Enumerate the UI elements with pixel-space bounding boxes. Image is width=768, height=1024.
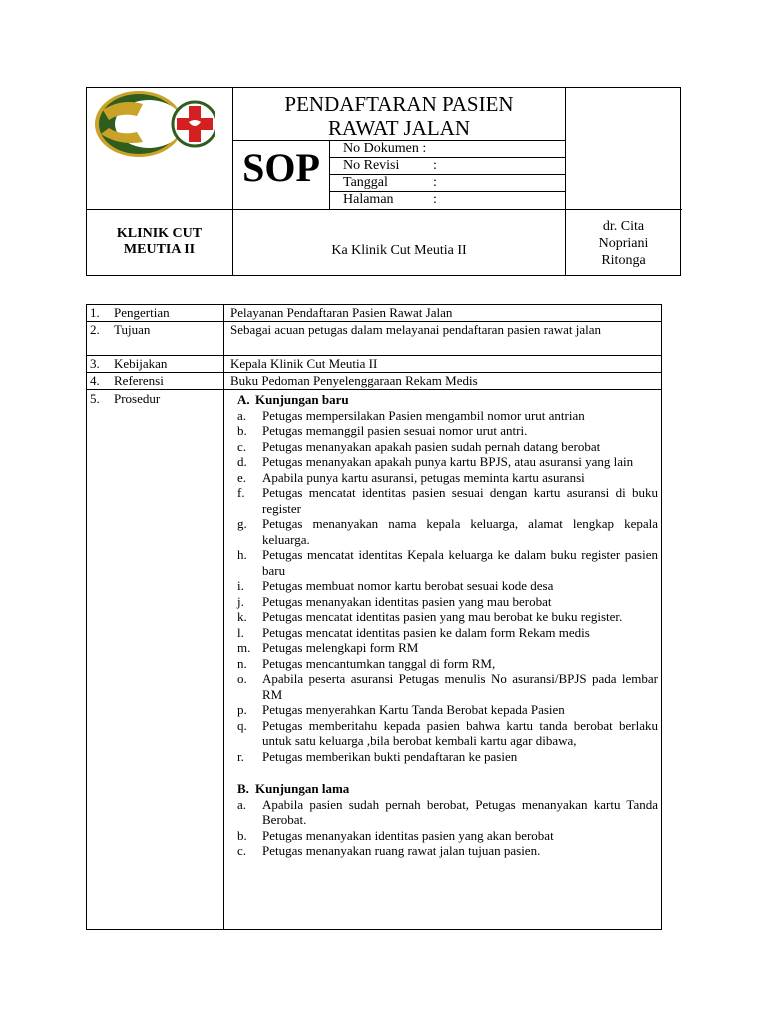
procedure-item-text: Petugas memanggil pasien sesuai nomor urut antri. [262, 423, 528, 438]
procedure-item [230, 609, 658, 625]
row-text-referensi: Buku Pedoman Penyelenggaraan Rekam Medis [230, 373, 478, 388]
procedure-item-text: Petugas mencatat identitas Kepala keluarga ke dalam buku register pasien baru [262, 547, 658, 578]
procedure-item [230, 485, 658, 516]
procedure-item-letter: q. [237, 717, 247, 733]
procedure-item-letter: b. [237, 827, 247, 843]
procedure-item-text: Petugas menanyakan identitas pasien yang mau berobat [262, 593, 552, 609]
procedure-item [230, 423, 658, 439]
row-label-referensi: 4. Referensi [90, 373, 164, 388]
sop-content-table [86, 304, 662, 930]
procedure-item-letter: i. [237, 578, 244, 593]
procedure-item-letter: n. [237, 655, 247, 671]
row-label-prosedur: 5. Prosedur [90, 391, 161, 406]
procedure-item-letter: f. [237, 485, 245, 500]
procedure-item [230, 749, 658, 765]
content-divider [87, 389, 661, 390]
procedure-item-letter: c. [237, 438, 247, 454]
procedure-item-text: Petugas melengkapi form RM [262, 640, 419, 655]
procedure-list [230, 392, 658, 859]
procedure-item [230, 702, 658, 718]
procedure-item-text: Petugas menanyakan identitas pasien yang akan berobat [262, 827, 554, 843]
clinic-name: KLINIK CUT MEUTIA II [116, 226, 203, 257]
procedure-item-letter: j. [237, 593, 244, 609]
procedure-item-letter: g. [237, 516, 247, 531]
procedure-item-text: Petugas menanyakan apakah pasien sudah pernah datang berobat [262, 438, 601, 454]
procedure-item-letter: p. [237, 702, 247, 717]
sop-title: PENDAFTARAN PASIEN RAWAT JALAN [284, 92, 514, 140]
row-text-pengertian: Pelayanan Pendaftaran Pasien Rawat Jalan [230, 305, 453, 320]
procedure-item [230, 408, 658, 424]
row-label-tujuan: 2. Tujuan [90, 322, 151, 337]
procedure-item [230, 578, 658, 594]
meta-no-revisi: No Revisi : [343, 158, 437, 173]
row-label-kebijakan: 3. Kebijakan [90, 356, 168, 371]
sop-label: SOP [242, 145, 320, 190]
procedure-item [230, 547, 658, 578]
clinic-logo-icon [91, 88, 215, 166]
procedure-item-text: Petugas menanyakan apakah punya kartu BPJS, atau asuransi yang lain [262, 454, 634, 469]
procedure-item-text: Petugas mencantumkan tanggal di form RM, [262, 655, 496, 671]
procedure-item [230, 797, 658, 828]
section-title-kunjungan-lama: B. Kunjungan lama [237, 781, 350, 796]
procedure-item-text: Petugas mempersilakan Pasien mengambil nomor urut antrian [262, 407, 585, 423]
sop-header-table [86, 87, 681, 276]
procedure-item-letter: r. [237, 748, 244, 764]
procedure-item-letter: a. [237, 796, 247, 812]
procedure-item-text: Apabila punya kartu asuransi, petugas meminta kartu asuransi [262, 469, 585, 485]
row-text-tujuan: Sebagai acuan petugas dalam melayanai pendaftaran pasien rawat jalan [230, 322, 602, 337]
procedure-item-text: Petugas mencatat identitas pasien sesuai dengan kartu asuransi di buku register [262, 485, 658, 516]
meta-halaman: Halaman : [343, 192, 437, 207]
procedure-item-text: Petugas menanyakan nama kepala keluarga, alamat lengkap kepala keluarga. [262, 516, 658, 547]
procedure-item [230, 454, 658, 470]
head-of-clinic-label: Ka Klinik Cut Meutia II [331, 243, 467, 258]
procedure-item-text: Apabila pasien sudah pernah berobat, Petugas menanyakan kartu Tanda Berobat. [262, 796, 658, 827]
procedure-item [230, 470, 658, 486]
procedure-item [230, 718, 658, 749]
procedure-item [230, 640, 658, 656]
procedure-item-letter: d. [237, 454, 247, 469]
procedure-item [230, 625, 658, 641]
procedure-item-text: Petugas menanyakan ruang rawat jalan tujuan pasien. [262, 843, 541, 858]
doctor-name: dr. Cita Nopriani Ritonga [598, 219, 649, 268]
content-divider [223, 305, 224, 929]
procedure-item-text: Petugas memberitahu kepada pasien bahwa kartu tanda berobat berlaku untuk satu keluarga ,bila berobat kembali kartu agar dibawa, [262, 717, 658, 748]
procedure-item-text: Petugas memberikan bukti pendaftaran ke pasien [262, 748, 518, 764]
procedure-item-letter: k. [237, 609, 247, 624]
meta-no-dokumen: No Dokumen : [343, 141, 427, 156]
procedure-item-letter: b. [237, 423, 247, 438]
procedure-item-text: Petugas mencatat identitas pasien ke dalam form Rekam medis [262, 624, 590, 640]
row-text-kebijakan: Kepala Klinik Cut Meutia II [230, 356, 378, 371]
procedure-item [230, 671, 658, 702]
procedure-item-letter: l. [237, 624, 244, 640]
procedure-item-letter: a. [237, 407, 247, 423]
procedure-item [230, 828, 658, 844]
procedure-item-letter: e. [237, 469, 247, 485]
meta-tanggal: Tanggal : [343, 175, 437, 190]
procedure-item-letter: h. [237, 547, 247, 562]
procedure-item [230, 439, 658, 455]
procedure-item [230, 594, 658, 610]
row-label-pengertian: 1. Pengertian [90, 305, 170, 320]
procedure-item-letter: c. [237, 843, 247, 858]
procedure-item-text: Apabila peserta asuransi Petugas menulis No asuransi/BPJS pada lembar RM [262, 671, 658, 702]
procedure-item [230, 516, 658, 547]
procedure-item [230, 843, 658, 859]
procedure-item-text: Petugas menyerahkan Kartu Tanda Berobat kepada Pasien [262, 702, 565, 717]
section-title-kunjungan-baru: A. Kunjungan baru [237, 392, 349, 407]
procedure-item-letter: m. [237, 640, 251, 655]
procedure-item-text: Petugas membuat nomor kartu berobat sesuai kode desa [262, 578, 554, 593]
header-divider [87, 209, 682, 210]
procedure-item-letter: o. [237, 671, 247, 686]
procedure-item-text: Petugas mencatat identitas pasien yang mau berobat ke buku register. [262, 609, 623, 624]
procedure-item [230, 656, 658, 672]
